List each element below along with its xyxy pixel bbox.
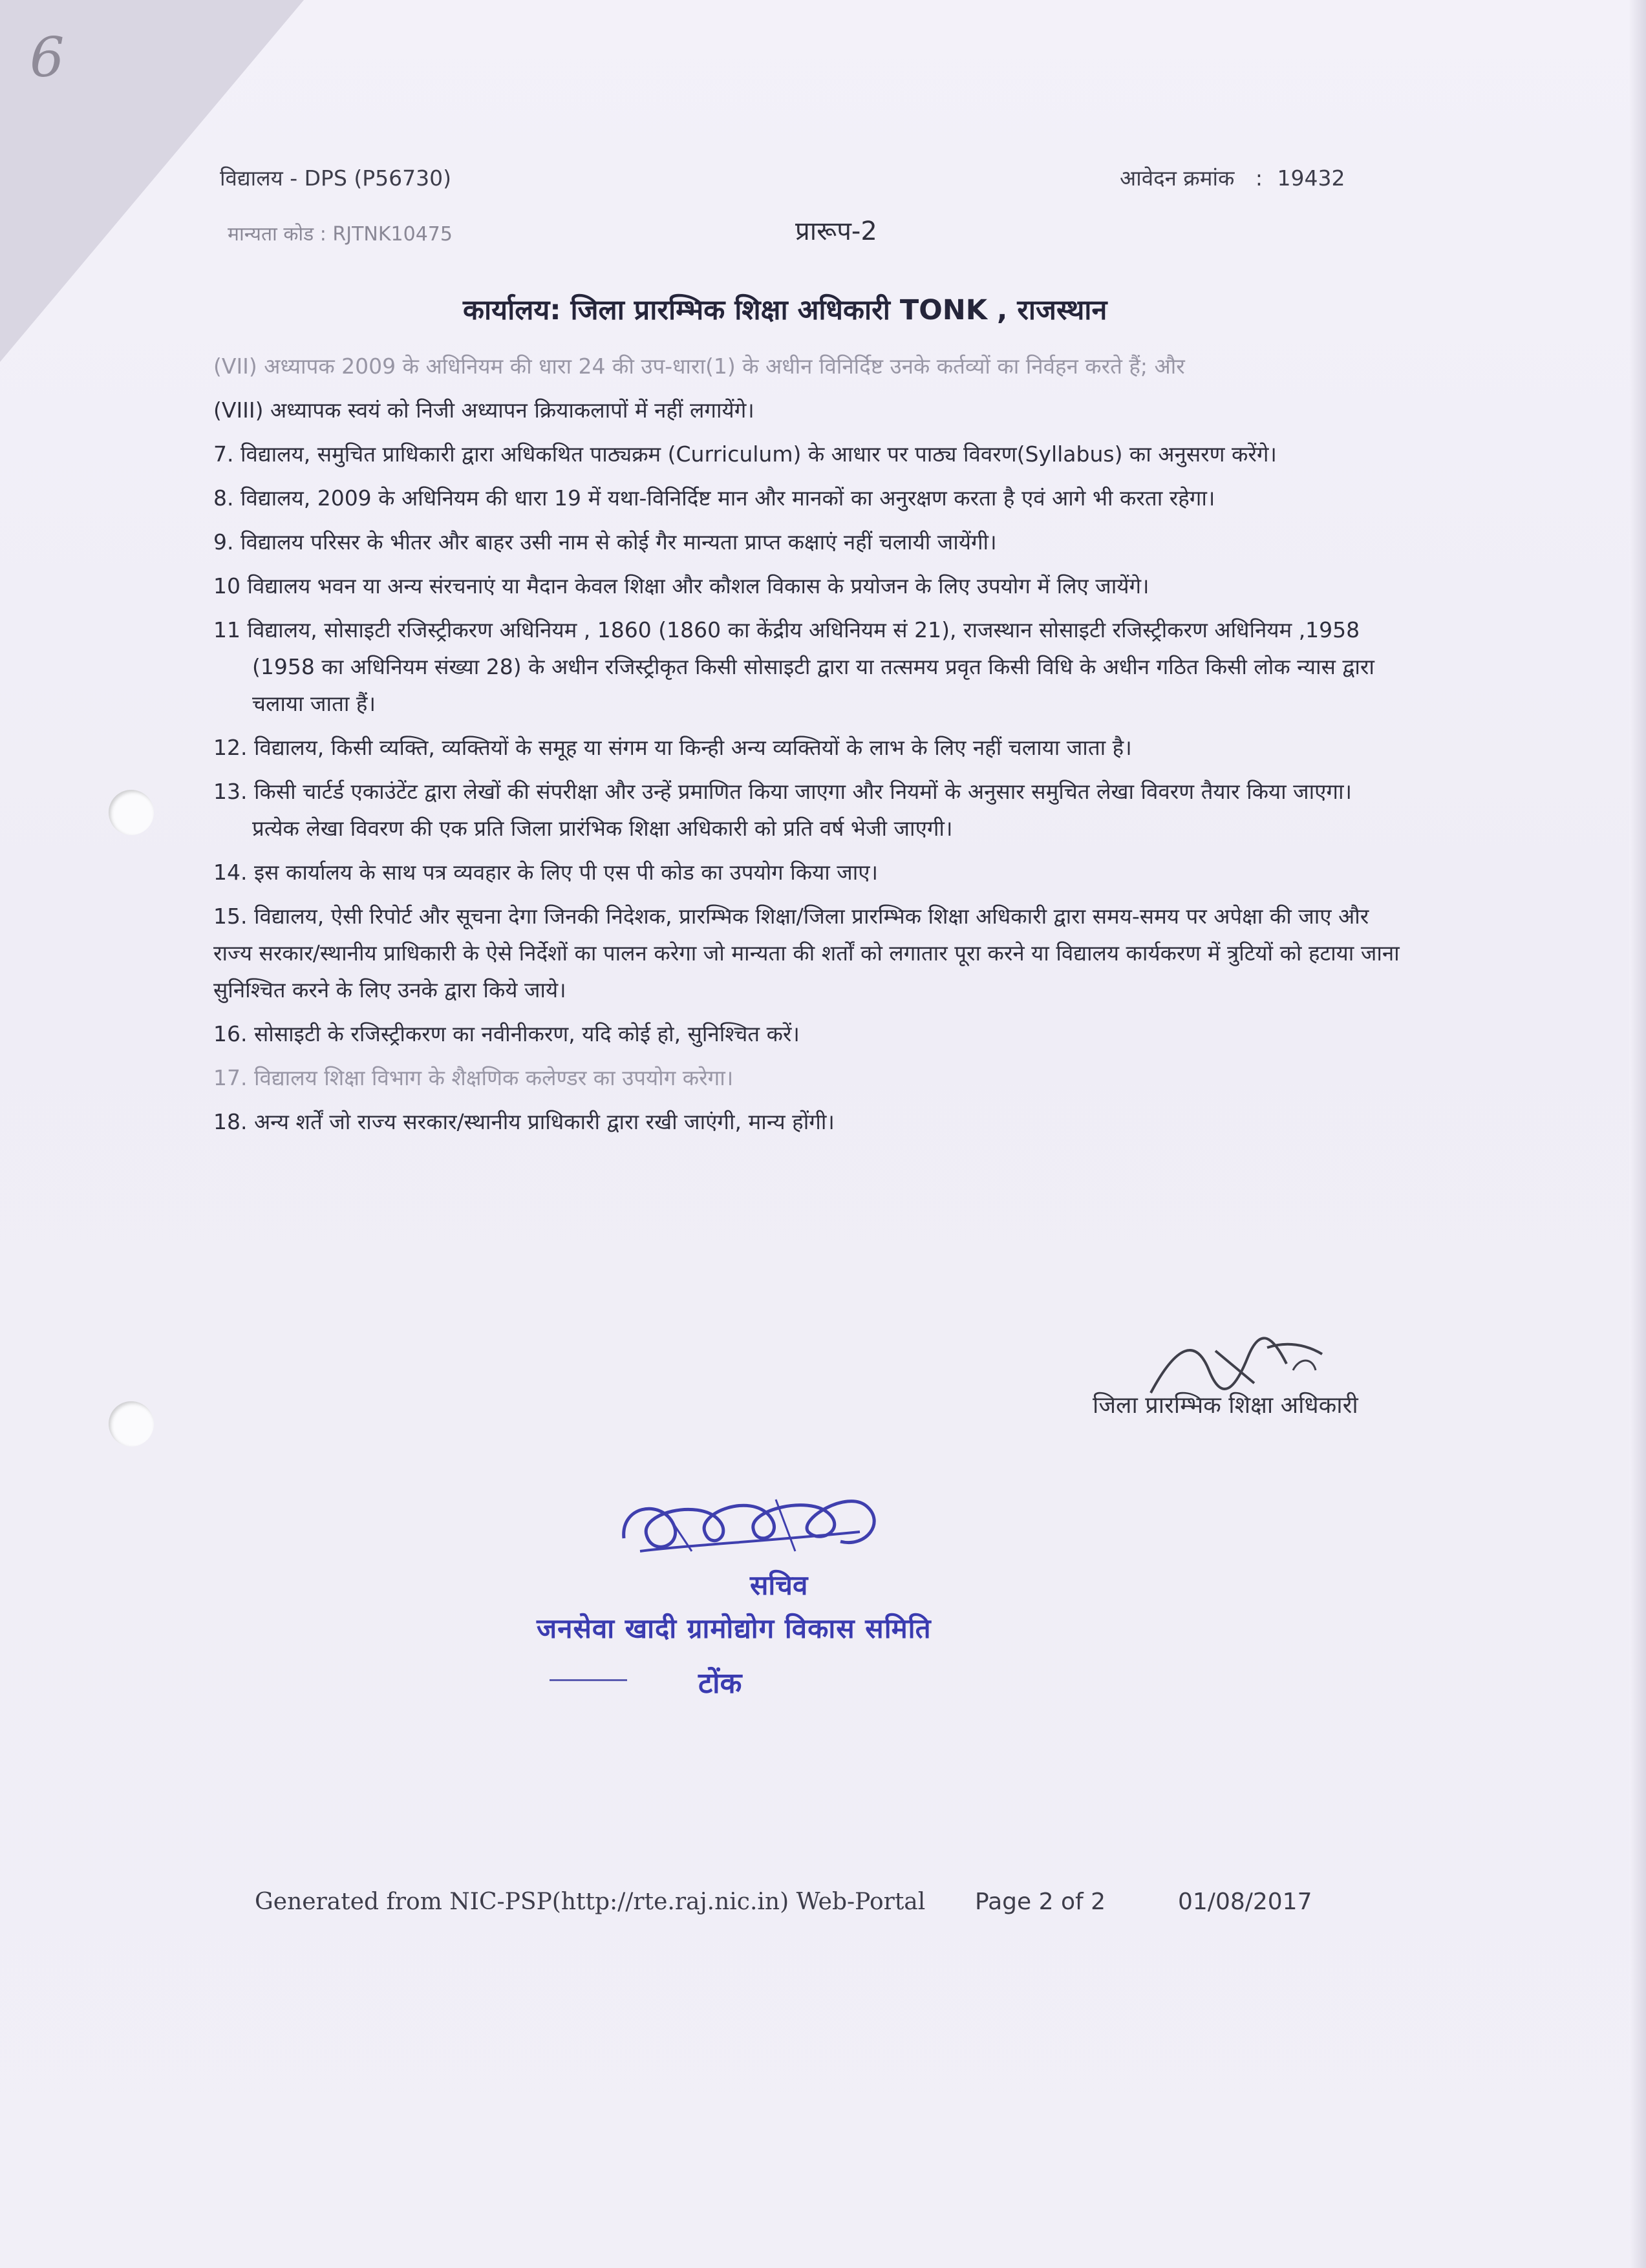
footer-date: 01/08/2017	[1178, 1889, 1312, 1915]
secretary-signature	[614, 1487, 899, 1577]
clause-viii: (VIII) अध्यापक स्वयं को निजी अध्यापन क्रियाकलापों में नहीं लगायेंगे।	[213, 397, 754, 423]
clause-8: 8. विद्यालय, 2009 के अधिनियम की धारा 19 में यथा-विनिर्दिष्ट मान और मानकों का अनुरक्षण करता है एवं आगे भी करता रहेगा।	[213, 485, 1215, 511]
page-edge	[1629, 0, 1646, 2268]
school-code: विद्यालय - DPS (P56730)	[220, 165, 452, 191]
officer-title: जिला प्रारम्भिक शिक्षा अधिकारी	[1093, 1392, 1358, 1419]
stamp-organization: जनसेवा खादी ग्रामोद्योग विकास समिति	[537, 1613, 932, 1644]
clause-15: 15. विद्यालय, ऐसी रिपोर्ट और सूचना देगा जिनकी निदेशक, प्रारम्भिक शिक्षा/जिला प्रारम्भिक शिक्षा अधिकारी द्वारा समय-समय पर अपेक्षा की जाए और राज्य सरकार/स्थानीय प्राधिकारी के ऐसे निर्देशों का पालन करेगा जो मान्यता की शर्तों को लगातार पूरा करने या विद्यालय कार्यकरण में त्रुटियों को हटाया जाना सुनिश्चित करने के लिए उनके द्वारा किये जाये।	[213, 904, 1400, 1002]
punch-hole	[109, 790, 154, 835]
recognition-code: मान्यता कोड : RJTNK10475	[228, 223, 453, 246]
clause-7: 7. विद्यालय, समुचित प्राधिकारी द्वारा अधिकथित पाठ्यक्रम (Curriculum) के आधार पर पाठ्य विवरण(Syllabus) का अनुसरण करेंगे।	[213, 441, 1277, 467]
clause-16: 16. सोसाइटी के रजिस्ट्रीकरण का नवीनीकरण, यदि कोई हो, सुनिश्चित करें।	[213, 1021, 800, 1046]
stamp-place: टोंक	[698, 1667, 742, 1700]
application-number	[1120, 163, 1345, 192]
terms-list	[213, 348, 1403, 1147]
form-title: प्रारूप-2	[795, 217, 877, 246]
margin-note: 6	[30, 26, 65, 89]
punch-hole	[109, 1401, 154, 1447]
application-number-label: आवेदन क्रमांक	[1120, 165, 1235, 191]
clause-18: 18. अन्य शर्तें जो राज्य सरकार/स्थानीय प्राधिकारी द्वारा रखी जाएंगी, मान्य होंगी।	[213, 1109, 835, 1134]
footer-portal-note: Generated from NIC-PSP(http://rte.raj.nic.in) Web-Portal	[255, 1889, 926, 1915]
office-title: कार्यालय: जिला प्रारम्भिक शिक्षा अधिकारी TONK , राजस्थान	[463, 294, 1107, 326]
clause-17: 17. विद्यालय शिक्षा विभाग के शैक्षणिक कलेण्डर का उपयोग करेगा।	[213, 1065, 734, 1090]
clause-13: 13. किसी चार्टर्ड एकाउंटेंट द्वारा लेखों की संपरीक्षा और उन्हें प्रमाणित किया जाएगा और नियमों के अनुसार समुचित लेखा विवरण तैयार किया जाएगा। प्रत्येक लेखा विवरण की एक प्रति जिला प्रारंभिक शिक्षा अधिकारी को प्रति वर्ष भेजी जाएगी।	[213, 779, 1352, 841]
footer-page-number: Page 2 of 2	[975, 1889, 1106, 1915]
application-number-value: 19432	[1277, 165, 1345, 191]
clause-11: 11 विद्यालय, सोसाइटी रजिस्ट्रीकरण अधिनियम , 1860 (1860 का केंद्रीय अधिनियम सं 21), राजस्थान सोसाइटी रजिस्ट्रीकरण अधिनियम ,1958 (1958 का अधिनियम संख्या 28) के अधीन रजिस्ट्रीकृत किसी सोसाइटी द्वारा या तत्समय प्रवृत किसी विधि के अधीन गठित किसी लोक न्यास द्वारा चलाया जाता हैं।	[213, 617, 1374, 716]
stamp	[537, 1487, 1015, 1706]
clause-12: 12. विद्यालय, किसी व्यक्ति, व्यक्तियों के समूह या संगम या किन्ही अन्य व्यक्तियों के लाभ के लिए नहीं चलाया जाता है।	[213, 735, 1132, 760]
clause-vii: (VII) अध्यापक 2009 के अधिनियम की धारा 24 की उप-धारा(1) के अधीन विनिर्दिष्ट उनके कर्तव्यों का निर्वहन करते हैं; और	[213, 354, 1185, 379]
clause-14: 14. इस कार्यालय के साथ पत्र व्यवहार के लिए पी एस पी कोड का उपयोग किया जाए।	[213, 860, 879, 885]
application-number-separator: :	[1255, 165, 1263, 191]
stamp-designation: सचिव	[750, 1569, 808, 1601]
clause-9: 9. विद्यालय परिसर के भीतर और बाहर उसी नाम से कोई गैर मान्यता प्राप्त कक्षाएं नहीं चलायी जायेंगी।	[213, 529, 997, 555]
clause-10: 10 विद्यालय भवन या अन्य संरचनाएं या मैदान केवल शिक्षा और कौशल विकास के प्रयोजन के लिए उपयोग में लिए जायेंगे।	[213, 573, 1149, 599]
stamp-dash	[550, 1679, 627, 1681]
